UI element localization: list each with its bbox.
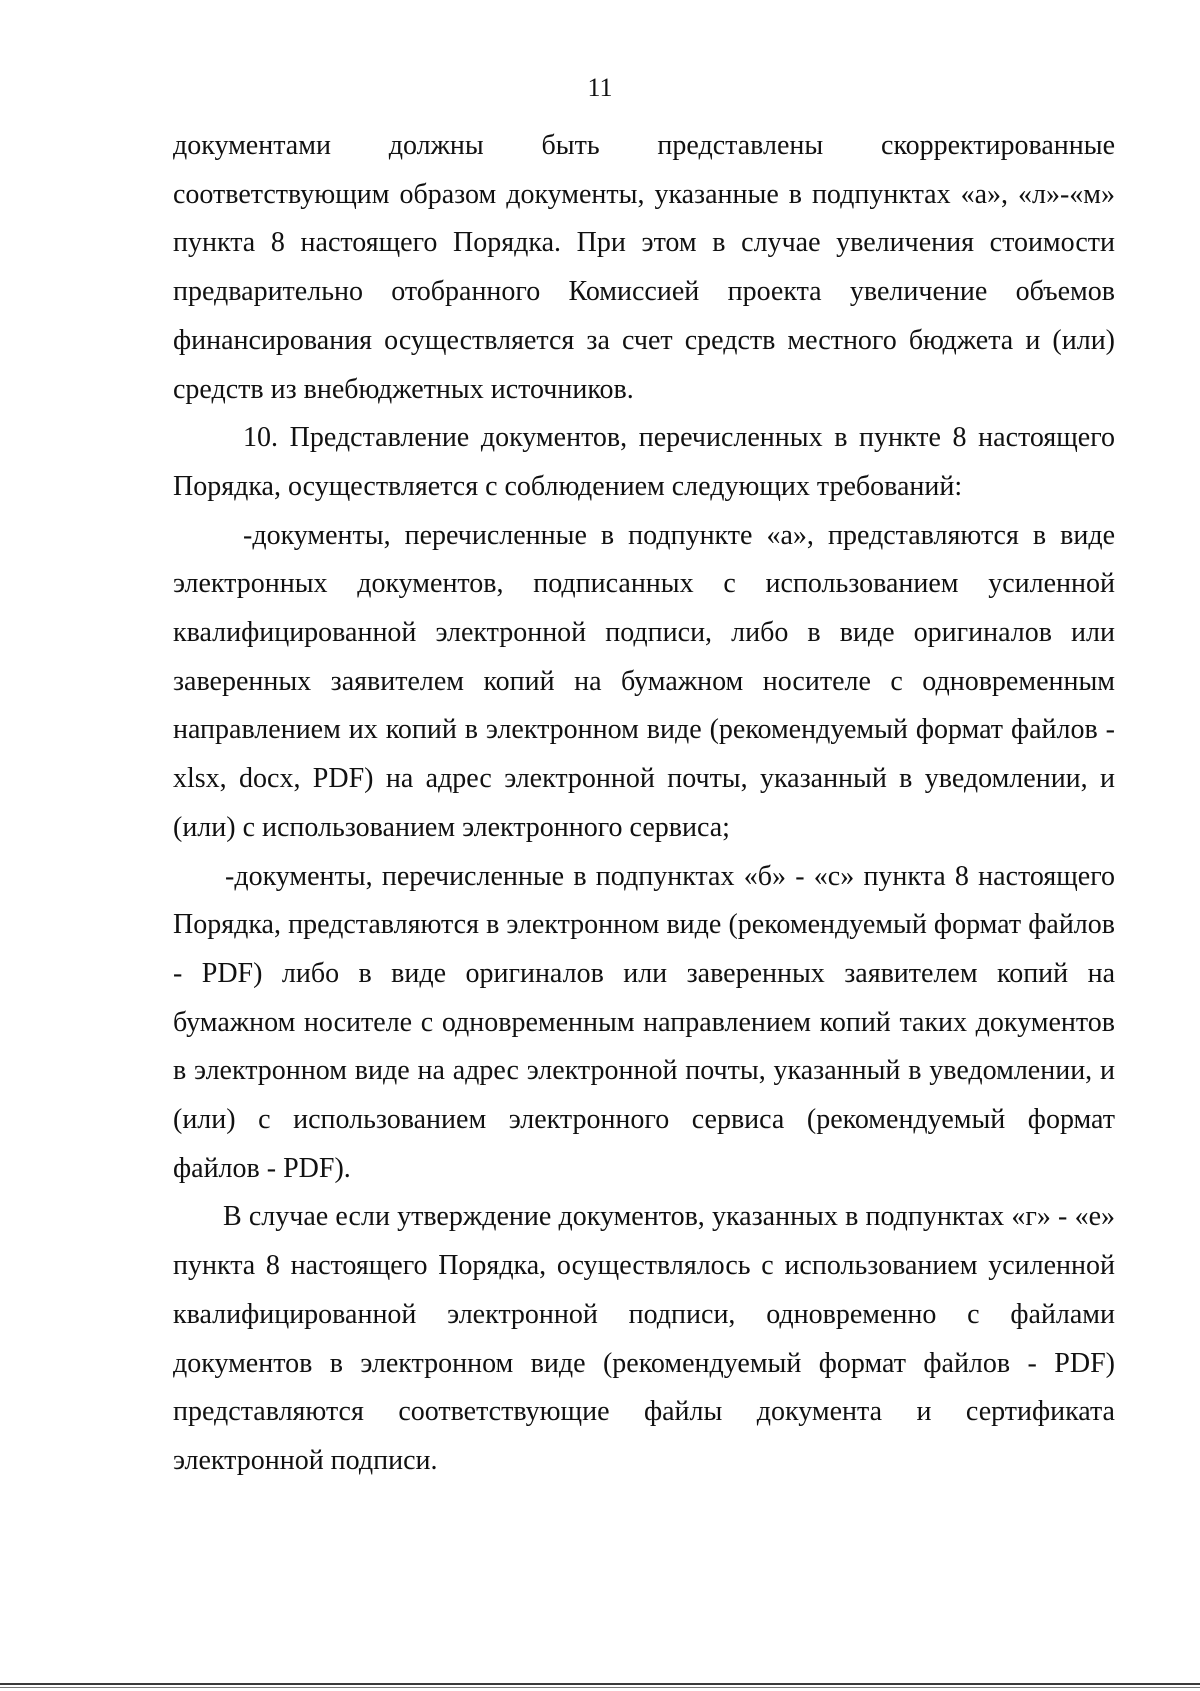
page-number: 11: [587, 73, 613, 102]
paragraph-item-10: 10. Представление документов, перечисленных в пункте 8 настоящего Порядка, осуществляется с соблюдением следующих требований:: [173, 422, 1115, 502]
paragraph-continuation: документами должны быть представлены скорректированные соответствующим образом документы, указанные в подпунктах «а», «л»-«м» пункта 8 настоящего Порядка. При этом в случае увеличения стоимости предварительно отобранного Комиссией проекта увеличение объемов финансирования осуществляется за счет средств местного бюджета и (или) средств из внебюджетных источников.: [173, 130, 1115, 405]
bottom-scan-line-secondary: [0, 1687, 1200, 1688]
paragraph-signature-case: В случае если утверждение документов, указанных в подпунктах «г» - «е» пункта 8 настоящего Порядка, осуществлялось с использованием усиленной квалифицированной электронной подписи, одновременно с файлами документов в электронном виде (рекомендуемый формат файлов - PDF) представляются соответствующие файлы документа и сертификата электронной подписи.: [173, 1201, 1115, 1476]
paragraph-requirement-a: -документы, перечисленные в подпункте «а», представляются в виде электронных документов, подписанных с использованием усиленной квалифицированной электронной подписи, либо в виде оригиналов или заверенных заявителем копий на бумажном носителе с одновременным направлением их копий в электронном виде (рекомендуемый формат файлов - xlsx, docx, PDF) на адрес электронной почты, указанный в уведомлении, и (или) с использованием электронного сервиса;: [173, 519, 1115, 843]
paragraph-requirement-b-s: -документы, перечисленные в подпунктах «б» - «с» пункта 8 настоящего Порядка, представляются в электронном виде (рекомендуемый формат файлов - PDF) либо в виде оригиналов или заверенных заявителем копий на бумажном носителе с одновременным направлением копий таких документов в электронном виде на адрес электронной почты, указанный в уведомлении, и (или) с использованием электронного сервиса (рекомендуемый формат файлов - PDF).: [173, 860, 1115, 1184]
bottom-scan-line: [0, 1683, 1200, 1685]
document-body: [173, 122, 1115, 1486]
